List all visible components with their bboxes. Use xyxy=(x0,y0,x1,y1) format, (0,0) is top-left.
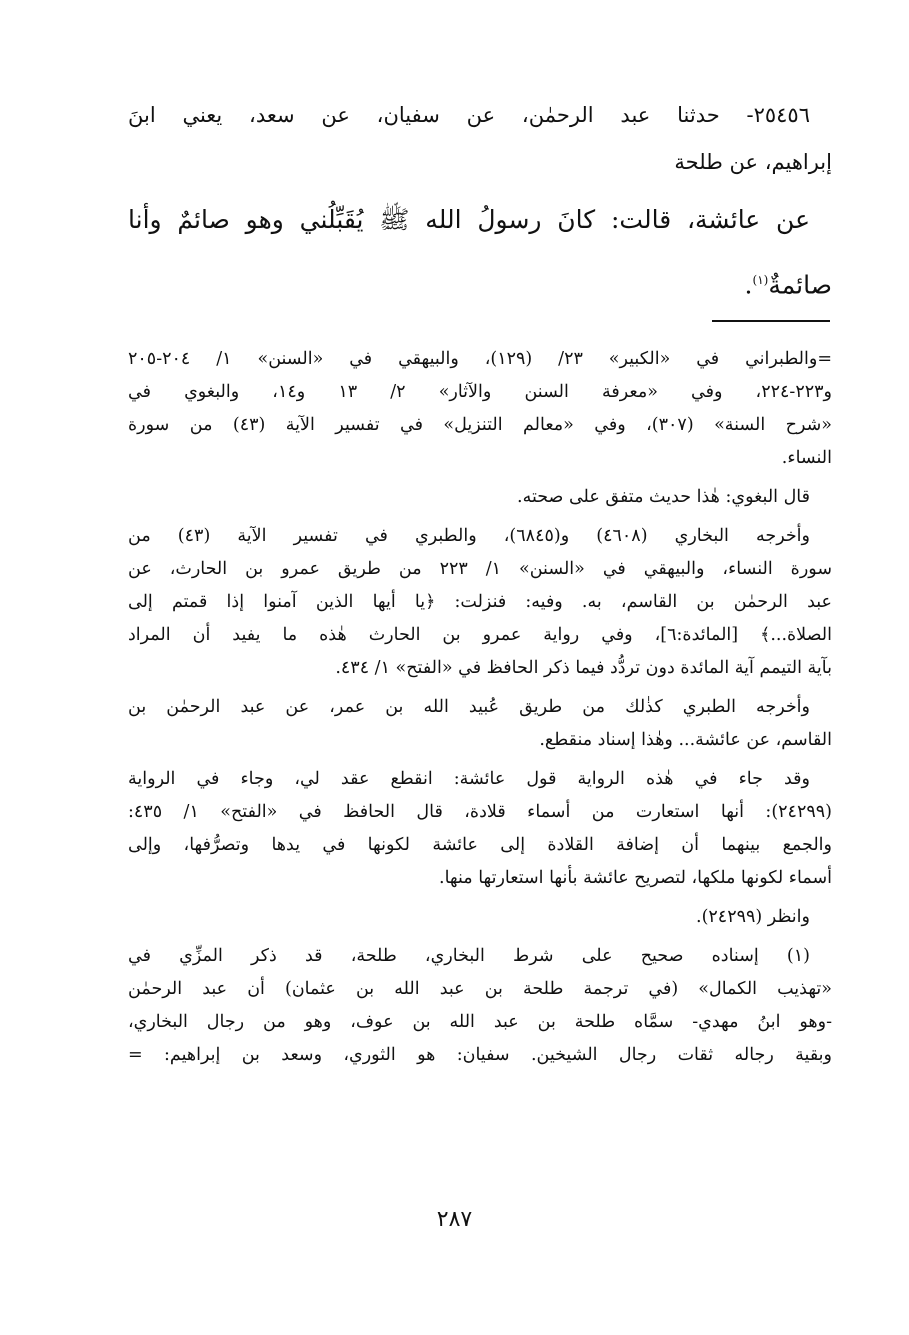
note-line: النساء. xyxy=(781,448,832,468)
note-line: وانظر (٢٤٢٩٩). xyxy=(696,907,810,927)
note-line: والجمع بينهما أن إضافة القلادة إلى عائشة لكونها في يدها وتصرُّفها، وإلى xyxy=(128,835,832,855)
matn-line-2-text: صائمةٌ xyxy=(768,270,832,300)
note-line: وقد جاء في هٰذه الرواية قول عائشة: انقطع عقد لي، وجاء في الرواية xyxy=(128,769,810,789)
note-paragraph-5 xyxy=(128,763,832,895)
note-line: (١) إسناده صحيح على شرط البخاري، طلحة، قد ذكر المزِّي في xyxy=(128,946,810,966)
footnote-marker: (١) xyxy=(752,273,769,287)
footnotes xyxy=(128,343,832,1078)
note-paragraph-4 xyxy=(128,691,832,757)
note-line: «شرح السنة» (٣٠٧)، وفي «معالم التنزيل» في تفسير الآية (٤٣) من سورة xyxy=(128,415,832,435)
matn-line-2-end: . xyxy=(744,270,753,300)
matn-line-2 xyxy=(128,250,832,315)
note-paragraph-1 xyxy=(128,343,832,475)
note-line: سورة النساء، والبيهقي في «السنن» ١/ ٢٢٣ من طريق عمرو بن الحارث، عن xyxy=(128,559,832,579)
note-line: وبقية رجاله ثقات رجال الشيخين. سفيان: هو الثوري، وسعد بن إبراهيم: = xyxy=(128,1045,832,1065)
note-line: قال البغوي: هٰذا حديث متفق على صحته. xyxy=(517,487,810,507)
note-line: بآية التيمم آية المائدة دون تردُّد فيما ذكر الحافظ في «الفتح» ١/ ٤٣٤. xyxy=(335,658,832,678)
note-line: -وهو ابنُ مهدي- سمَّاه طلحة بن عبد الله بن عوف، وهو من رجال البخاري، xyxy=(128,1012,832,1032)
note-line: الصلاة...﴾ [المائدة:٦]، وفي رواية عمرو بن الحارث هٰذه ما يفيد أن المراد xyxy=(128,625,832,645)
footnote-1 xyxy=(128,940,832,1072)
note-paragraph-2 xyxy=(128,481,832,514)
note-line: «تهذيب الكمال» (في ترجمة طلحة بن عبد الله بن عثمان) أن عبد الرحمٰن xyxy=(128,979,832,999)
note-line: القاسم، عن عائشة... وهٰذا إسناد منقطع. xyxy=(539,730,832,750)
note-line: وأخرجه البخاري (٤٦٠٨) و(٦٨٤٥)، والطبري في تفسير الآية (٤٣) من xyxy=(128,526,810,546)
note-line: و٢٢٣-٢٢٤، وفي «معرفة السنن والآثار» ٢/ ١٣ و١٤، والبغوي في xyxy=(128,382,832,402)
hadith-matn xyxy=(128,190,832,315)
note-line: =والطبراني في «الكبير» ٢٣/ (١٢٩)، والبيهقي في «السنن» ١/ ٢٠٤-٢٠٥ xyxy=(128,349,832,369)
matn-line-1: عن عائشة، قالت: كانَ رسولُ الله ﷺ يُقَبِّلُني وهو صائمٌ وأنا xyxy=(128,205,810,234)
note-line: عبد الرحمٰن بن القاسم، به. وفيه: فنزلت: ﴿يا أيها الذين آمنوا إذا قمتم إلى xyxy=(128,592,832,612)
isnad-line-1: ٢٥٤٥٦- حدثنا عبد الرحمٰن، عن سفيان، عن سعد، يعني ابنَ xyxy=(128,103,810,127)
footnote-separator xyxy=(712,320,830,322)
note-line: أسماء لكونها ملكها، لتصريح عائشة بأنها استعارتها منها. xyxy=(439,868,832,888)
page-number: ٢٨٧ xyxy=(436,1207,473,1232)
isnad-line-2: إبراهيم، عن طلحة xyxy=(674,150,832,174)
note-line: وأخرجه الطبري كذٰلك من طريق عُبيد الله بن عمر، عن عبد الرحمٰن بن xyxy=(128,697,810,717)
note-paragraph-3 xyxy=(128,520,832,685)
note-line: (٢٤٢٩٩): أنها استعارت من أسماء قلادة، قال الحافظ في «الفتح» ١/ ٤٣٥: xyxy=(128,802,832,822)
hadith-isnad xyxy=(128,92,832,186)
note-paragraph-6 xyxy=(128,901,832,934)
